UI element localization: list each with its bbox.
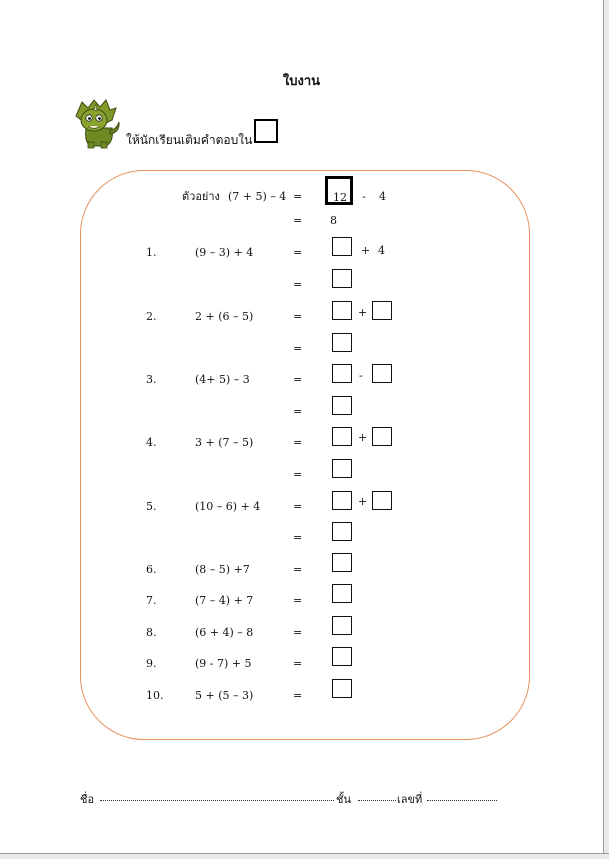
problem-equals: = [293, 626, 303, 639]
example-equals-1: = [293, 190, 303, 203]
problem-equals: = [293, 594, 303, 607]
example-result: 8 [330, 214, 337, 227]
answer-box[interactable] [332, 491, 352, 510]
example-label: ตัวอย่าง [182, 190, 220, 203]
number-field[interactable] [427, 800, 497, 801]
problem-expression: 5 + (5 – 3) [195, 689, 254, 702]
problem-number: 6. [146, 563, 157, 576]
answer-box[interactable] [332, 459, 352, 478]
example-answer: 12 [333, 191, 347, 204]
problem-expression: (4+ 5) – 3 [195, 373, 250, 386]
answer-box[interactable] [372, 364, 392, 383]
example-expression: (7 + 5) – 4 [228, 190, 287, 203]
problem-expression: (10 – 6) + 4 [195, 500, 261, 513]
problem-equals: = [293, 246, 303, 259]
class-field[interactable] [358, 800, 396, 801]
problem-operator: + [361, 244, 371, 257]
problem-operand: 4 [378, 244, 385, 257]
problem-equals: = [293, 468, 303, 481]
answer-box[interactable] [332, 396, 352, 415]
dinosaur-icon [72, 98, 122, 150]
example-operand: 4 [379, 190, 386, 203]
problem-number: 8. [146, 626, 157, 639]
answer-box[interactable] [332, 333, 352, 352]
problem-equals: = [293, 500, 303, 513]
problem-number: 10. [146, 689, 164, 702]
answer-box[interactable] [332, 269, 352, 288]
problem-number: 3. [146, 373, 157, 386]
answer-box[interactable] [332, 364, 352, 383]
problem-equals: = [293, 436, 303, 449]
class-label: ชั้น [336, 793, 351, 806]
problem-operator: - [359, 369, 363, 382]
problem-expression: 3 + (7 – 5) [195, 436, 254, 449]
problem-equals: = [293, 657, 303, 670]
problem-equals: = [293, 373, 303, 386]
problem-equals: = [293, 689, 303, 702]
problem-number: 4. [146, 436, 157, 449]
answer-box[interactable] [332, 647, 352, 666]
problem-operator: + [358, 431, 368, 444]
name-label: ชื่อ [80, 793, 95, 806]
problem-operator: + [358, 495, 368, 508]
worksheet-title: ใบงาน [282, 74, 321, 89]
example-operator: - [362, 190, 366, 203]
problem-equals: = [293, 563, 303, 576]
problem-equals: = [293, 278, 303, 291]
answer-box[interactable] [332, 427, 352, 446]
problem-number: 7. [146, 594, 157, 607]
number-label: เลขที่ [397, 793, 423, 806]
window-scrollbar-edge [603, 0, 609, 859]
answer-box[interactable] [332, 584, 352, 603]
problem-number: 5. [146, 500, 157, 513]
problem-expression: (9 – 3) + 4 [195, 246, 254, 259]
answer-box[interactable] [332, 679, 352, 698]
example-equals-2: = [293, 214, 303, 227]
answer-box[interactable] [372, 427, 392, 446]
problem-expression: (7 – 4) + 7 [195, 594, 254, 607]
answer-box[interactable] [372, 301, 392, 320]
problem-expression: (6 + 4) – 8 [195, 626, 254, 639]
problem-number: 2. [146, 310, 157, 323]
answer-box[interactable] [372, 491, 392, 510]
answer-box[interactable] [332, 237, 352, 256]
problem-number: 9. [146, 657, 157, 670]
answer-box[interactable] [332, 616, 352, 635]
window-bottom-edge [0, 853, 609, 859]
instruction-text: ให้นักเรียนเติมคำตอบใน [126, 133, 253, 147]
problem-operator: + [358, 306, 368, 319]
answer-box[interactable] [332, 522, 352, 541]
answer-box[interactable] [332, 553, 352, 572]
problem-equals: = [293, 531, 303, 544]
problem-equals: = [293, 342, 303, 355]
problem-expression: (8 – 5) +7 [195, 563, 250, 576]
problem-expression: (9 - 7) + 5 [195, 657, 252, 670]
problem-expression: 2 + (6 – 5) [195, 310, 254, 323]
answer-box[interactable] [332, 301, 352, 320]
name-field[interactable] [100, 800, 334, 801]
problem-number: 1. [146, 246, 157, 259]
problem-equals: = [293, 310, 303, 323]
instruction-answer-box [254, 119, 278, 143]
problem-equals: = [293, 405, 303, 418]
